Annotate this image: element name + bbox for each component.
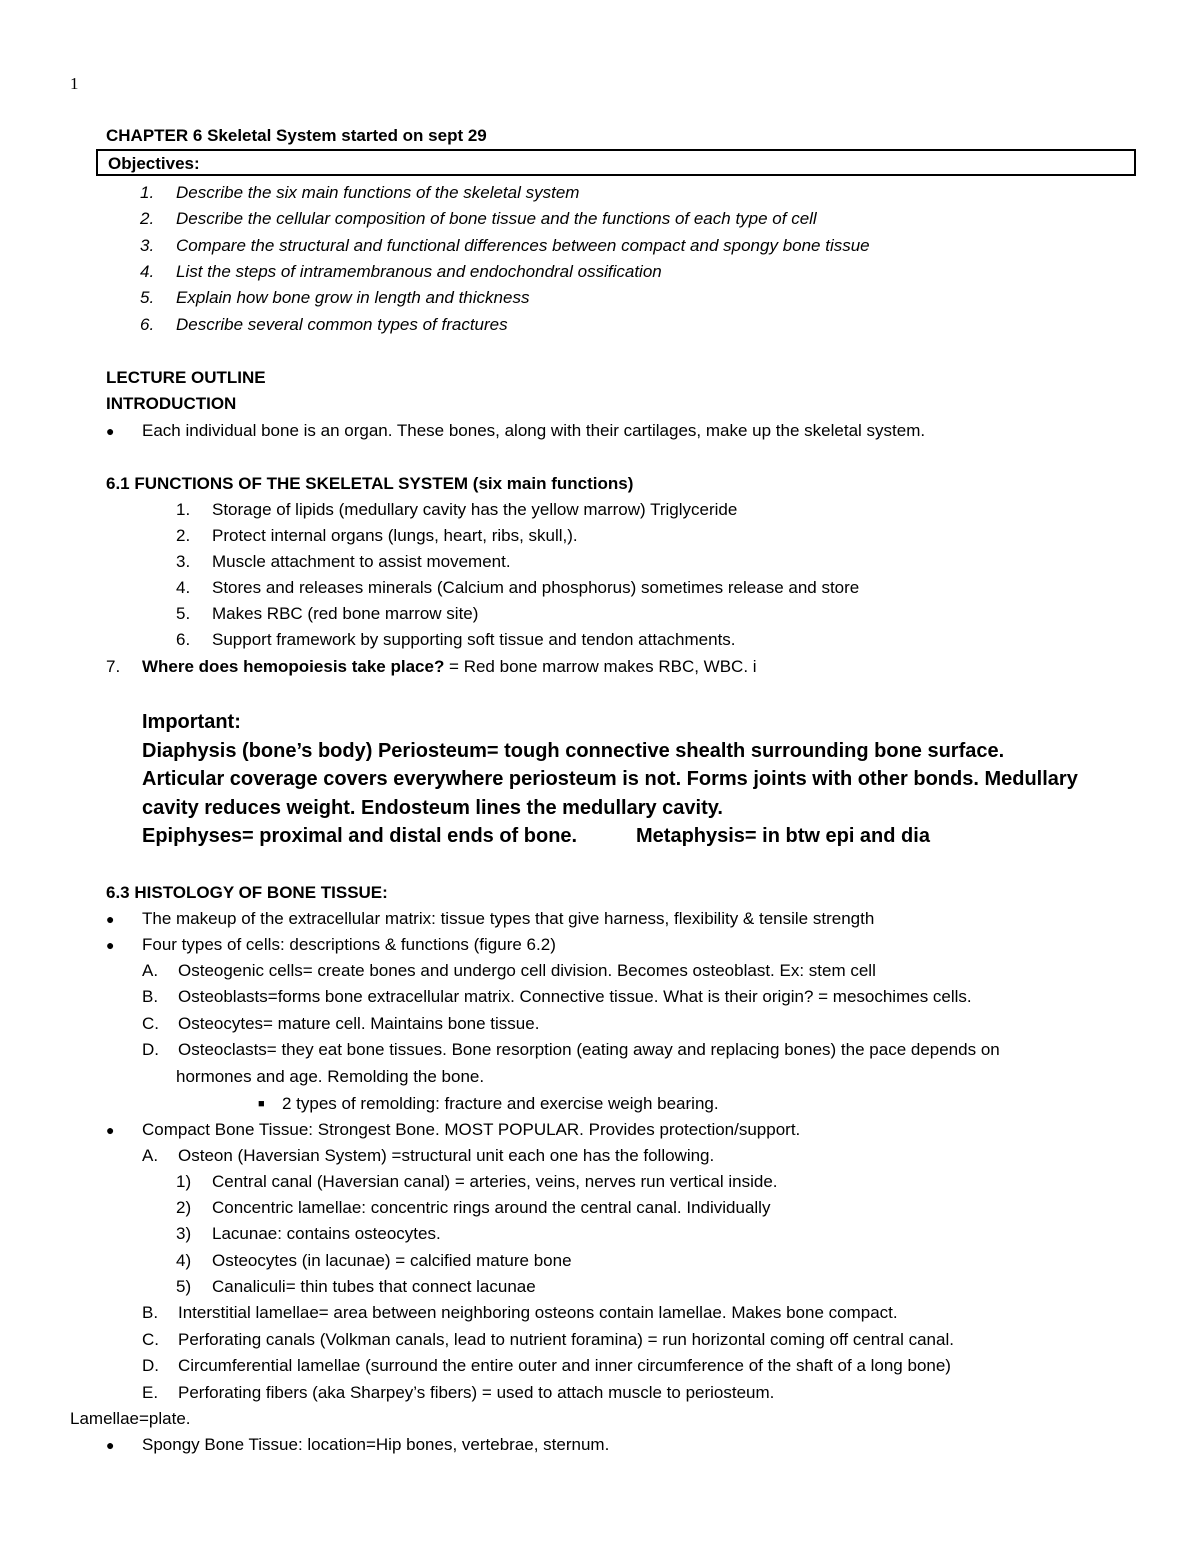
objective-item: 3. Compare the structural and functional differences between compact and spongy bone tissue <box>140 236 870 255</box>
compact-detail-item: E. Perforating fibers (aka Sharpey’s fibers) = used to attach muscle to periosteum. <box>142 1383 775 1402</box>
cell-type-item: B. Osteoblasts=forms bone extracellular matrix. Connective tissue. What is their origin? = mesochimes cells. <box>142 987 972 1006</box>
objectives-box <box>96 149 1136 176</box>
histology-bullet: ● Four types of cells: descriptions & functions (figure 6.2) <box>106 935 556 954</box>
function-item: 6. Support framework by supporting soft tissue and tendon attachments. <box>176 630 736 649</box>
compact-detail-item: B. Interstitial lamellae= area between neighboring osteons contain lamellae. Makes bone compact. <box>142 1303 898 1322</box>
chapter-title: CHAPTER 6 Skeletal System started on sept 29 <box>106 126 487 145</box>
important-line: Articular coverage covers everywhere periosteum is not. Forms joints with other bonds. Medullary <box>142 768 1078 790</box>
compact-detail-item: D. Circumferential lamellae (surround the entire outer and inner circumference of the shaft of a long bone) <box>142 1356 951 1375</box>
osteon-part: 2) Concentric lamellae: concentric rings around the central canal. Individually <box>176 1198 771 1217</box>
introduction-bullet: ● Each individual bone is an organ. These bones, along with their cartilages, make up the skeletal system. <box>106 421 926 440</box>
hemopoiesis-question: 7. Where does hemopoiesis take place? = Red bone marrow makes RBC, WBC. i <box>106 657 757 676</box>
osteon-part: 3) Lacunae: contains osteocytes. <box>176 1224 441 1243</box>
function-item: 5. Makes RBC (red bone marrow site) <box>176 604 479 623</box>
cell-type-item: C. Osteocytes= mature cell. Maintains bone tissue. <box>142 1014 540 1033</box>
osteon-part: 1) Central canal (Haversian canal) = arteries, veins, nerves run vertical inside. <box>176 1172 778 1191</box>
spongy-bone-bullet: ● Spongy Bone Tissue: location=Hip bones, vertebrae, sternum. <box>106 1435 610 1454</box>
objective-item: 1. Describe the six main functions of the skeletal system <box>140 183 580 202</box>
objective-item: 6. Describe several common types of fractures <box>140 315 508 334</box>
cell-type-item: A. Osteogenic cells= create bones and undergo cell division. Becomes osteoblast. Ex: stem cell <box>142 961 876 980</box>
objective-item: 4. List the steps of intramembranous and endochondral ossification <box>140 262 662 281</box>
function-item: 1. Storage of lipids (medullary cavity has the yellow marrow) Triglyceride <box>176 500 738 519</box>
functions-heading: 6.1 FUNCTIONS OF THE SKELETAL SYSTEM (six main functions) <box>106 474 634 493</box>
remolding-sub-bullet: ■ 2 types of remolding: fracture and exercise weigh bearing. <box>258 1094 719 1113</box>
important-line: Epiphyses= proximal and distal ends of bone. <box>142 825 578 847</box>
objective-item: 5. Explain how bone grow in length and thickness <box>140 288 530 307</box>
introduction-heading: INTRODUCTION <box>106 394 237 413</box>
osteon-item: A. Osteon (Haversian System) =structural unit each one has the following. <box>142 1146 715 1165</box>
function-item: 3. Muscle attachment to assist movement. <box>176 552 511 571</box>
objective-item: 2. Describe the cellular composition of bone tissue and the functions of each type of cell <box>140 209 817 228</box>
histology-heading: 6.3 HISTOLOGY OF BONE TISSUE: <box>106 883 388 902</box>
osteon-part: 5) Canaliculi= thin tubes that connect lacunae <box>176 1277 536 1296</box>
page-number: 1 <box>70 74 79 93</box>
histology-bullet: ● The makeup of the extracellular matrix: tissue types that give harness, flexibility & tensile strength <box>106 909 875 928</box>
cell-type-item: D. Osteoclasts= they eat bone tissues. Bone resorption (eating away and replacing bones) the pace depends on <box>142 1040 1000 1059</box>
important-line: Diaphysis (bone’s body) Periosteum= tough connective shealth surrounding bone surface. <box>142 740 1005 762</box>
compact-bone-bullet: ● Compact Bone Tissue: Strongest Bone. MOST POPULAR. Provides protection/support. <box>106 1120 801 1139</box>
lamellae-note: Lamellae=plate. <box>70 1409 191 1428</box>
lecture-outline-heading: LECTURE OUTLINE <box>106 368 266 387</box>
objectives-label: Objectives: <box>108 154 200 173</box>
osteon-part: 4) Osteocytes (in lacunae) = calcified mature bone <box>176 1251 572 1270</box>
compact-detail-item: C. Perforating canals (Volkman canals, lead to nutrient foramina) = run horizontal coming off central canal. <box>142 1330 954 1349</box>
cell-type-continuation: hormones and age. Remolding the bone. <box>176 1067 485 1086</box>
important-line: Metaphysis= in btw epi and dia <box>636 825 930 847</box>
function-item: 4. Stores and releases minerals (Calcium and phosphorus) sometimes release and store <box>176 578 860 597</box>
important-label: Important: <box>142 711 241 733</box>
function-item: 2. Protect internal organs (lungs, heart, ribs, skull,). <box>176 526 578 545</box>
important-line: cavity reduces weight. Endosteum lines the medullary cavity. <box>142 797 723 819</box>
